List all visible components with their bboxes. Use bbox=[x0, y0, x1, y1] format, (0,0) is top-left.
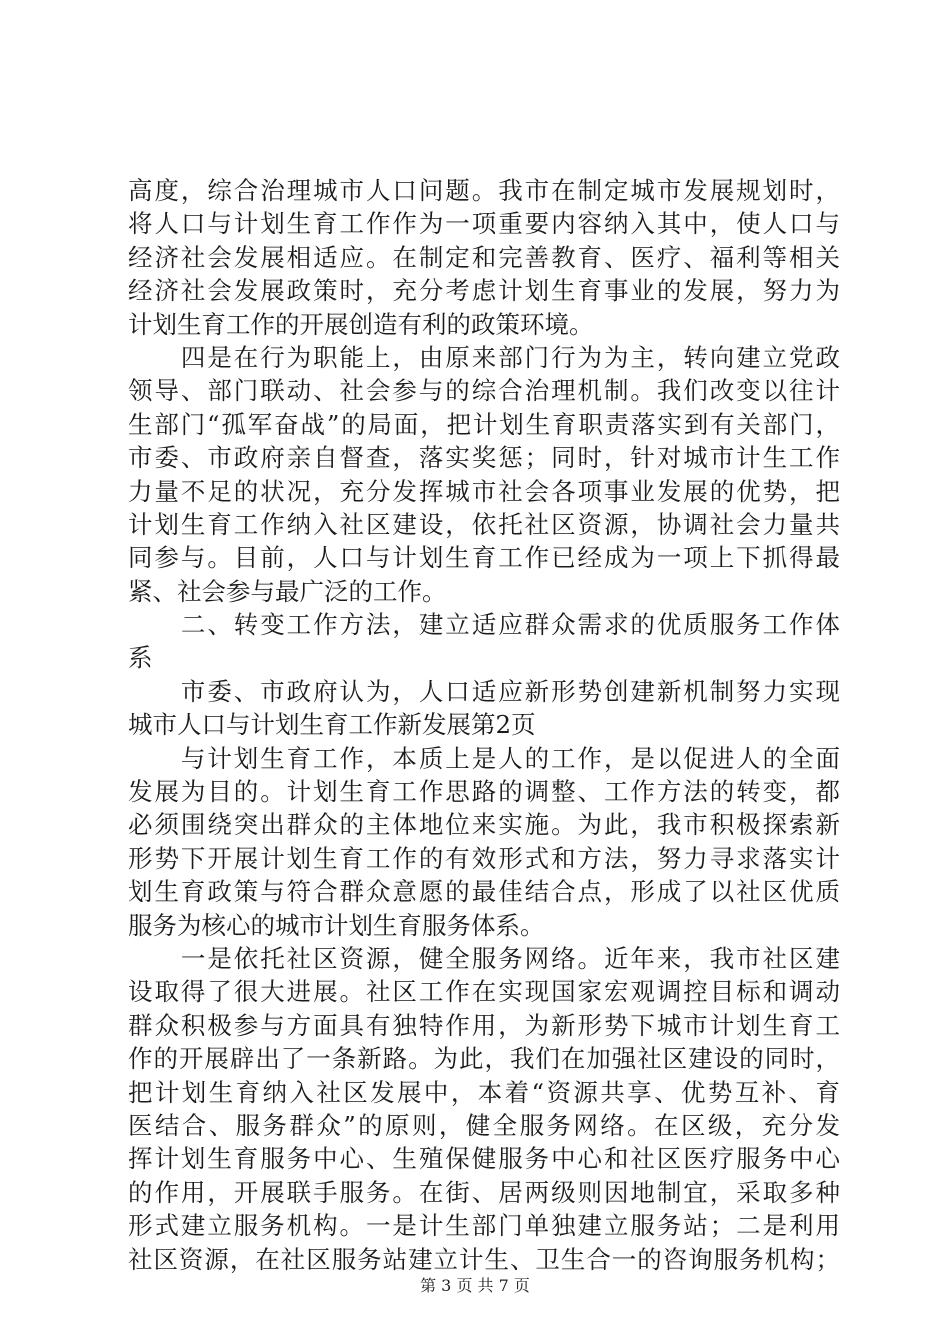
text-line: 社区资源，在社区服务站建立计生、卫生合一的咨询服务机构； bbox=[128, 1244, 840, 1274]
text-line: 紧、社会参与最广泛的工作。 bbox=[128, 576, 447, 606]
text-line: 将人口与计划生育工作作为一项重要内容纳入其中，使人口与 bbox=[128, 209, 840, 239]
page-footer: 第 3 页 共 7 页 bbox=[420, 1276, 530, 1295]
text-line: 力量不足的状况，充分发挥城市社会各项事业发展的优势，把 bbox=[128, 476, 840, 506]
text-line: 计划生育工作纳入社区建设，依托社区资源，协调社会力量共 bbox=[128, 509, 840, 539]
text-line: 四是在行为职能上，由原来部门行为为主，转向建立党政 bbox=[128, 342, 840, 372]
text-line: 计划生育工作的开展创造有利的政策环境。 bbox=[128, 309, 594, 339]
text-line: 高度，综合治理城市人口问题。我市在制定城市发展规划时， bbox=[128, 176, 840, 205]
text-line: 作的开展辟出了一条新路。为此，我们在加强社区建设的同时， bbox=[128, 1044, 840, 1074]
text-line: 形势下开展计划生育工作的有效形式和方法，努力寻求落实计 bbox=[128, 843, 840, 873]
text-line: 挥计划生育服务中心、生殖保健服务中心和社区医疗服务中心 bbox=[128, 1144, 840, 1174]
text-line: 医结合、服务群众”的原则，健全服务网络。在区级，充分发 bbox=[128, 1110, 840, 1140]
text-line: 一是依托社区资源，健全服务网络。近年来，我市社区建 bbox=[128, 943, 840, 973]
text-line: 系 bbox=[128, 643, 153, 673]
text-line: 市委、市政府认为，人口适应新形势创建新机制努力实现 bbox=[128, 676, 840, 706]
text-line: 的作用，开展联手服务。在街、居两级则因地制宜，采取多种 bbox=[128, 1177, 840, 1207]
text-line: 群众积极参与方面具有独特作用，为新形势下城市计划生育工 bbox=[128, 1010, 840, 1040]
text-line: 设取得了很大进展。社区工作在实现国家宏观调控目标和调动 bbox=[128, 977, 840, 1007]
text-line: 城市人口与计划生育工作新发展第2页 bbox=[128, 710, 536, 740]
text-line: 二、转变工作方法，建立适应群众需求的优质服务工作体 bbox=[128, 610, 840, 640]
text-line: 经济社会发展相适应。在制定和完善教育、医疗、福利等相关 bbox=[128, 242, 840, 272]
text-line: 领导、部门联动、社会参与的综合治理机制。我们改变以往计 bbox=[128, 376, 840, 406]
text-line: 发展为目的。计划生育工作思路的调整、工作方法的转变，都 bbox=[128, 777, 840, 807]
text-line: 必须围绕突出群众的主体地位来实施。为此，我市积极探索新 bbox=[128, 810, 840, 840]
text-line: 经济社会发展政策时，充分考虑计划生育事业的发展，努力为 bbox=[128, 276, 840, 306]
text-line: 划生育政策与符合群众意愿的最佳结合点，形成了以社区优质 bbox=[128, 877, 840, 907]
text-line: 形式建立服务机构。一是计生部门单独建立服务站；二是利用 bbox=[128, 1211, 840, 1241]
body-text bbox=[128, 174, 840, 1276]
text-line: 市委、市政府亲自督查，落实奖惩；同时，针对城市计生工作 bbox=[128, 443, 840, 473]
text-line: 服务为核心的城市计划生育服务体系。 bbox=[128, 910, 545, 940]
text-line: 与计划生育工作，本质上是人的工作，是以促进人的全面 bbox=[128, 743, 840, 773]
text-line: 把计划生育纳入社区发展中，本着“资源共享、优势互补、育 bbox=[128, 1077, 840, 1107]
text-line: 同参与。目前，人口与计划生育工作已经成为一项上下抓得最 bbox=[128, 543, 840, 573]
text-line: 生部门“孤军奋战”的局面，把计划生育职责落实到有关部门， bbox=[128, 409, 840, 439]
